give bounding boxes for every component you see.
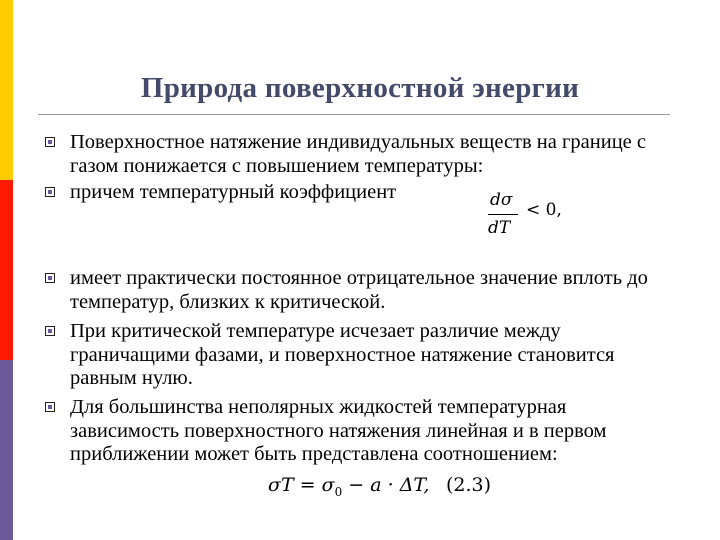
temperature-coefficient-formula [478,190,562,246]
formula-rest: − a · ΔT, [342,474,430,496]
square-bullet-icon [45,187,55,197]
bullet-text: Поверхностное натяжение индивидуальных веществ на границе с газом понижается с повышением температуры: [70,131,646,177]
fraction-numerator: dσ [490,190,513,210]
bullet-text: При критической температуре исчезает различие между граничащими фазами, и поверхностное натяжение становится равным нулю. [70,320,615,389]
inequality: < 0, [526,200,562,220]
formula-subscript: 0 [334,484,343,499]
title-divider [38,114,670,115]
equation-number: (2.3) [446,474,492,496]
side-bar-yellow [0,0,13,180]
bullet-text: причем температурный коэффициент [70,181,397,203]
formula-lhs: σT = σ [268,474,335,496]
square-bullet-icon [45,402,55,412]
linear-relation-formula [268,474,429,499]
square-bullet-icon [45,326,55,336]
fraction-bar [488,214,518,215]
bullet-text: Для большинства неполярных жидкостей температурная зависимость поверхностного натяжения линейная и в первом приближении может быть представлена соотношением: [70,396,607,465]
bullet-text: имеет практически постоянное отрицательное значение вплоть до температур, близких к критической. [70,267,648,313]
side-bar-red [0,180,13,360]
slide-title: Природа поверхностной энергии [140,72,580,104]
square-bullet-icon [45,273,55,283]
side-bar-purple [0,360,13,540]
fraction-denominator: dT [488,218,511,238]
square-bullet-icon [45,137,55,147]
